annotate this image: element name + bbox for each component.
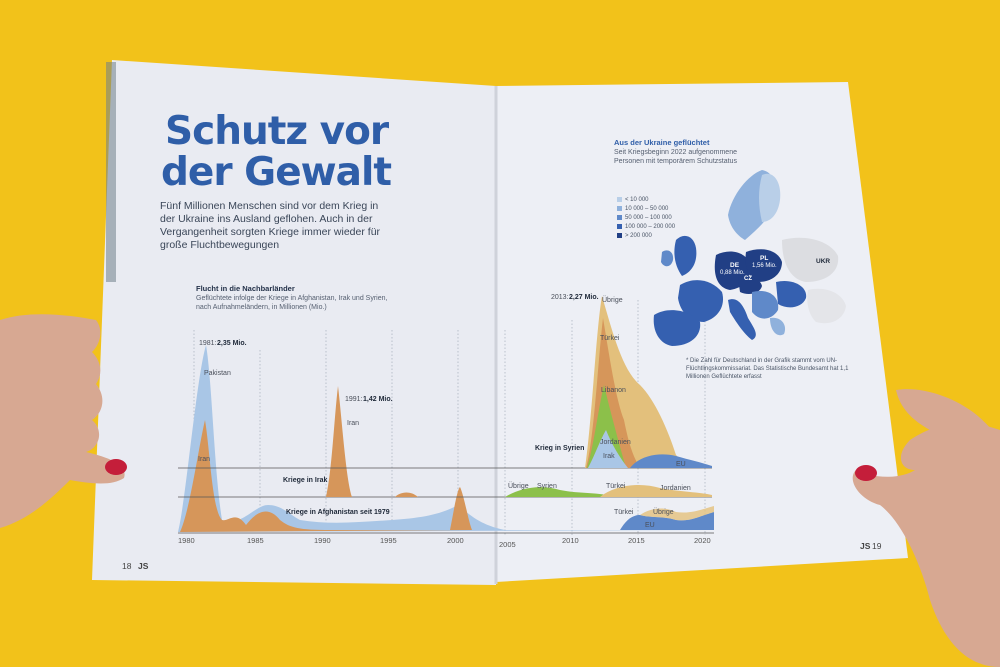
series-label-syria: Krieg in Syrien bbox=[535, 445, 585, 452]
iraq-peak-year: 1991: bbox=[345, 396, 363, 403]
afghan-peak-year: 1981: bbox=[199, 340, 217, 347]
tick-2005: 2005 bbox=[499, 540, 516, 549]
map-value-pl: 1,56 Mio. bbox=[752, 263, 777, 269]
label-iran-afghan: Iran bbox=[198, 456, 211, 463]
flight-section-title: Flucht in die Nachbarländer bbox=[196, 284, 295, 293]
headline-line-1: Schutz vor bbox=[165, 109, 389, 154]
label-ubrige-afghan: Übrige bbox=[653, 509, 674, 516]
headline-line-2: der Gewalt bbox=[161, 150, 391, 195]
label-jordan-iraq: Jordanien bbox=[660, 485, 691, 492]
syria-peak-year: 2013: bbox=[551, 294, 569, 301]
series-label-iraq: Kriege in Irak bbox=[283, 477, 328, 484]
label-eu-afghan: EU bbox=[645, 522, 655, 529]
tick-1995: 1995 bbox=[380, 536, 397, 545]
map-label-pl: PL bbox=[760, 255, 769, 262]
label-turkey-syria: Türkei bbox=[600, 335, 620, 342]
intro-text: Fünf Millionen Menschen sind vor dem Krieg in der Ukraine ins Ausland geflohen. Auch in der Vergangenheit sorgten Kriege immer wieder für große Fluchtbewegungen bbox=[160, 200, 381, 251]
legend-row-5: > 200 000 bbox=[617, 233, 652, 239]
tick-1980: 1980 bbox=[178, 536, 195, 545]
ukraine-section-title: Aus der Ukraine geflüchtet bbox=[614, 138, 710, 147]
ukraine-footnote: * Die Zahl für Deutschland in der Grafik stammt vom UN-Flüchtlingskommissariat. Das Statistische Bundesamt hat 1,1 Millionen Geflüchtete erfasst bbox=[686, 358, 849, 380]
tick-2000: 2000 bbox=[447, 536, 464, 545]
label-eu-syria: EU bbox=[676, 461, 686, 468]
map-value-de: 0,88 Mio. bbox=[720, 270, 745, 276]
legend-row-4: 100 000 – 200 000 bbox=[617, 224, 675, 230]
label-turkey-iraq: Türkei bbox=[606, 483, 626, 490]
page-number-right: 19 bbox=[872, 541, 882, 551]
left-hand-nail bbox=[105, 459, 127, 475]
legend-row-1: < 10 000 bbox=[617, 197, 649, 203]
label-iran-iraq: Iran bbox=[347, 420, 360, 427]
label-turkey-afghan: Türkei bbox=[614, 509, 634, 516]
syria-peak-value: 2,27 Mio. bbox=[569, 294, 599, 301]
label-jordan-syria: Jordanien bbox=[600, 439, 631, 446]
tick-1990: 1990 bbox=[314, 536, 331, 545]
iraq-peak-value: 1,42 Mio. bbox=[363, 396, 393, 403]
afghan-peak-value: 2,35 Mio. bbox=[217, 340, 247, 347]
label-ubrige-iraq: Übrige bbox=[508, 483, 529, 490]
page-number-left: 18 bbox=[122, 561, 132, 571]
map-label-ukr: UKR bbox=[816, 258, 831, 265]
tick-1985: 1985 bbox=[247, 536, 264, 545]
label-iraq-host: Irak bbox=[603, 453, 615, 460]
page-brand-right: JS bbox=[860, 541, 871, 551]
tick-2020: 2020 bbox=[694, 536, 711, 545]
map-label-cz: CZ bbox=[744, 276, 752, 282]
left-hand bbox=[0, 314, 125, 528]
tick-2015: 2015 bbox=[628, 536, 645, 545]
series-label-afghanistan: Kriege in Afghanistan seit 1979 bbox=[286, 509, 390, 516]
flight-section-subtitle: Geflüchtete infolge der Kriege in Afghanistan, Irak und Syrien, nach Aufnahmeländern, in Millionen (Mio.) bbox=[196, 295, 388, 311]
label-syria-host: Syrien bbox=[537, 483, 557, 490]
ukraine-section-subtitle: Seit Kriegsbeginn 2022 aufgenommene Personen mit temporärem Schutzstatus bbox=[614, 149, 737, 165]
page-brand-left: JS bbox=[138, 561, 149, 571]
tick-2010: 2010 bbox=[562, 536, 579, 545]
legend-row-3: 50 000 – 100 000 bbox=[617, 215, 672, 221]
map-label-de: DE bbox=[730, 262, 740, 269]
label-lebanon: Libanon bbox=[601, 387, 626, 394]
legend-row-2: 10 000 – 50 000 bbox=[617, 206, 668, 212]
right-hand bbox=[853, 423, 1000, 667]
label-ubrige-syria: Übrige bbox=[602, 297, 623, 304]
label-pakistan: Pakistan bbox=[204, 370, 231, 377]
right-hand-nail bbox=[855, 465, 877, 481]
